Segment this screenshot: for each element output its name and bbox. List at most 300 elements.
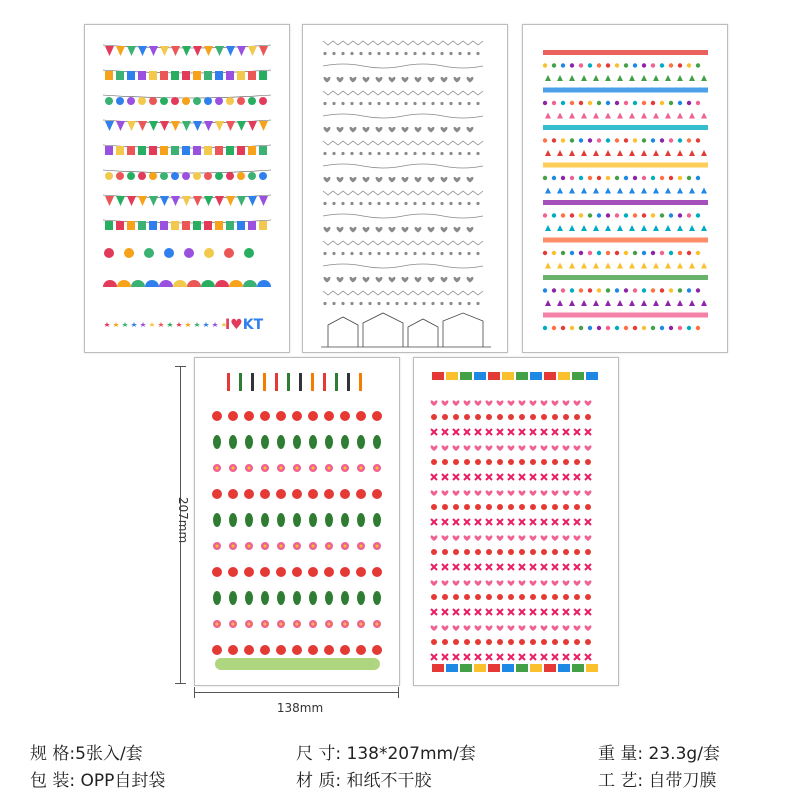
cherry-icon (541, 594, 547, 600)
triangle-border (689, 225, 695, 231)
triangle-border (641, 300, 647, 306)
triangle-border (557, 263, 563, 269)
bunting-flag (182, 172, 190, 180)
dot-border (561, 288, 565, 292)
heart-icon (519, 625, 526, 631)
dot-border (687, 63, 691, 67)
heart-icon (519, 490, 526, 496)
cherry-icon (552, 414, 558, 420)
lace-border (440, 102, 443, 105)
flower-icon (212, 489, 222, 499)
cherry-icon (585, 639, 591, 645)
flower-center (264, 623, 267, 626)
cherry-icon (530, 639, 536, 645)
lace-border (404, 152, 407, 155)
dot-border (606, 288, 610, 292)
heart-icon (442, 625, 449, 631)
heart-icon (441, 177, 448, 183)
lace-border (386, 252, 389, 255)
triangle-border (665, 188, 671, 194)
heart-icon (428, 277, 435, 283)
train-car (432, 664, 444, 672)
dot-border (669, 138, 673, 142)
leaf-icon (357, 435, 365, 449)
lace-border (368, 302, 371, 305)
color-border (543, 125, 708, 130)
star-icon (122, 322, 128, 327)
lace-border (332, 152, 335, 155)
bunting-flag (149, 172, 157, 180)
cross-icon (475, 519, 481, 525)
cherry-icon (563, 639, 569, 645)
dot-border (561, 63, 565, 67)
flower-icon (340, 567, 350, 577)
lace-border (458, 252, 461, 255)
cross-icon (574, 564, 580, 570)
triangle-border (569, 263, 575, 269)
bunting-flag (193, 146, 201, 155)
cross-icon (486, 609, 492, 615)
bunting-flag (105, 121, 114, 131)
lace-border (440, 202, 443, 205)
triangle-border (701, 225, 707, 231)
lace-border (332, 52, 335, 55)
dot-border (606, 326, 610, 330)
heart-icon (453, 400, 460, 406)
lace-border (395, 102, 398, 105)
cross-icon (530, 519, 536, 525)
lace-border (350, 202, 353, 205)
cross-icon (475, 609, 481, 615)
triangle-border (545, 263, 551, 269)
triangle-border (593, 300, 599, 306)
doodle-icon (144, 248, 154, 258)
triangle-border (581, 75, 587, 81)
hanging-ribbon (347, 373, 350, 391)
flower-center (344, 467, 347, 470)
train-car (586, 664, 598, 672)
doodle-icon (124, 248, 134, 258)
heart-icon (497, 535, 504, 541)
heart-icon (541, 400, 548, 406)
bunting-flag (171, 146, 179, 155)
heart-icon (519, 445, 526, 451)
leaf-icon (309, 591, 317, 605)
bunting-flag (215, 196, 224, 206)
cherry-icon (464, 639, 470, 645)
train-car (460, 664, 472, 672)
flower-center (216, 545, 219, 548)
cherry-icon (475, 639, 481, 645)
flower-icon (340, 489, 350, 499)
lace-border (377, 202, 380, 205)
lace-border (449, 152, 452, 155)
heart-icon (541, 490, 548, 496)
cross-icon (574, 474, 580, 480)
lace-border (431, 302, 434, 305)
scallop-border (103, 280, 117, 287)
leaf-icon (245, 513, 253, 527)
triangle-border (653, 300, 659, 306)
lace-border (350, 102, 353, 105)
dot-border (678, 288, 682, 292)
heart-icon (486, 445, 493, 451)
flower-icon (356, 489, 366, 499)
flower-icon (356, 645, 366, 655)
cross-icon (552, 654, 558, 660)
bunting-illustration (85, 25, 289, 352)
heart-icon (541, 625, 548, 631)
triangle-border (581, 113, 587, 119)
star-icon (167, 322, 173, 327)
flower-icon (228, 645, 238, 655)
heart-icon: ♥ (230, 317, 243, 333)
heart-icon (574, 490, 581, 496)
leaf-icon (293, 513, 301, 527)
heart-icon (337, 77, 344, 83)
bunting-flag (138, 146, 146, 155)
heart-icon (519, 535, 526, 541)
cross-icon (431, 564, 437, 570)
lace-border (386, 202, 389, 205)
dot-border (696, 251, 700, 255)
dot-border (696, 176, 700, 180)
lace-border (422, 302, 425, 305)
triangle-border (689, 188, 695, 194)
cross-icon (552, 429, 558, 435)
bunting-flag (149, 97, 157, 105)
heart-icon (497, 625, 504, 631)
cherry-icon (442, 594, 448, 600)
dot-border (624, 326, 628, 330)
lace-border (431, 52, 434, 55)
cherry-icon (453, 549, 459, 555)
heart-icon (442, 535, 449, 541)
triangle-border (677, 188, 683, 194)
cross-icon (574, 519, 580, 525)
cross-icon (563, 609, 569, 615)
bunting-flag (160, 221, 168, 230)
lace-border (323, 41, 483, 45)
cherry-icon (530, 504, 536, 510)
leaf-icon (277, 513, 285, 527)
lace-border (386, 52, 389, 55)
cherry-icon (453, 414, 459, 420)
flower-center (312, 623, 315, 626)
spec-packaging (30, 766, 165, 791)
heart-icon (486, 400, 493, 406)
heart-icon (350, 77, 357, 83)
bunting-flag (204, 146, 212, 155)
color-border (543, 238, 708, 243)
leaf-icon (213, 591, 221, 605)
bunting-flag (193, 46, 202, 56)
dot-border (570, 288, 574, 292)
bunting-flag (127, 146, 135, 155)
heart-icon (497, 445, 504, 451)
bunting-flag (204, 121, 213, 131)
flower-center (376, 467, 379, 470)
heart-icon (428, 127, 435, 133)
triangle-border (701, 188, 707, 194)
lace-border (368, 202, 371, 205)
heart-icon (431, 580, 438, 586)
lace-border (323, 191, 483, 195)
cherry-icon (508, 639, 514, 645)
dot-border (606, 251, 610, 255)
flower-icon (244, 567, 254, 577)
bunting-flag (160, 196, 169, 206)
cherry-icon (541, 549, 547, 555)
triangle-border (653, 150, 659, 156)
train-car (586, 372, 598, 380)
heart-icon (464, 445, 471, 451)
dot-border (543, 251, 547, 255)
cherry-icon (486, 594, 492, 600)
heart-icon (508, 535, 515, 541)
cross-icon (464, 654, 470, 660)
heart-icon (350, 227, 357, 233)
cherry-icon (508, 459, 514, 465)
flower-icon (260, 489, 270, 499)
train-car (446, 664, 458, 672)
sticker-sheet-cute-patterns (413, 357, 619, 686)
spec-dimensions-label: 尺 寸: (296, 744, 342, 764)
heart-icon (337, 277, 344, 283)
triangle-border (617, 150, 623, 156)
triangle-border (605, 300, 611, 306)
bunting-flag (215, 121, 224, 131)
width-dimension-cap-left (194, 687, 195, 698)
cherry-icon (453, 459, 459, 465)
leaf-icon (277, 591, 285, 605)
cherry-icon (530, 549, 536, 555)
heart-icon (467, 77, 474, 83)
cross-icon (453, 474, 459, 480)
bunting-flag (116, 221, 124, 230)
heart-icon (574, 400, 581, 406)
dot-border (651, 326, 655, 330)
heart-icon (464, 625, 471, 631)
dot-border (678, 326, 682, 330)
leaf-icon (277, 435, 285, 449)
triangle-border (665, 225, 671, 231)
flower-icon (292, 567, 302, 577)
star-icon (131, 322, 137, 327)
heart-icon (585, 625, 592, 631)
heart-icon (389, 277, 396, 283)
heart-icon (541, 535, 548, 541)
flower-center (232, 623, 235, 626)
leaf-icon (261, 513, 269, 527)
heart-icon (464, 400, 471, 406)
flower-center (280, 623, 283, 626)
triangle-border (677, 150, 683, 156)
flower-icon (324, 489, 334, 499)
heart-icon (464, 580, 471, 586)
bunting-flag (105, 71, 113, 80)
lace-border (368, 152, 371, 155)
leaf-icon (309, 513, 317, 527)
dot-border (642, 176, 646, 180)
bunting-flag (149, 121, 158, 131)
width-dimension-label: 138mm (276, 701, 324, 715)
triangle-border (605, 263, 611, 269)
flower-icon (356, 567, 366, 577)
triangle-border (641, 150, 647, 156)
flower-center (296, 623, 299, 626)
cherry-icon (541, 414, 547, 420)
heart-icon (475, 580, 482, 586)
bunting-flag (105, 221, 113, 230)
bunting-flag (215, 221, 223, 230)
cross-icon (541, 609, 547, 615)
dot-border (696, 213, 700, 217)
bunting-flag (138, 172, 146, 180)
cherry-icon (431, 459, 437, 465)
flower-icon (292, 489, 302, 499)
cross-icon (530, 609, 536, 615)
hanging-ribbon (299, 373, 302, 391)
cherry-icon (486, 639, 492, 645)
lace-border (467, 102, 470, 105)
spec-size-set-label: 规 格: (30, 744, 76, 764)
bunting-flag (116, 196, 125, 206)
heart-icon (415, 127, 422, 133)
cross-icon (585, 654, 591, 660)
dot-border (678, 251, 682, 255)
lace-border (368, 102, 371, 105)
heart-icon (402, 127, 409, 133)
triangle-border (605, 188, 611, 194)
lace-border (332, 102, 335, 105)
triangle-border (581, 263, 587, 269)
spec-craft-label: 工 艺: (598, 771, 644, 791)
flower-center (328, 545, 331, 548)
dot-border (597, 63, 601, 67)
bunting-flag (248, 46, 257, 56)
triangle-border (569, 113, 575, 119)
heart-icon (428, 177, 435, 183)
heart-icon (508, 490, 515, 496)
dot-border (624, 138, 628, 142)
heart-icon (324, 127, 331, 133)
cherry-icon (497, 549, 503, 555)
heart-icon (574, 445, 581, 451)
cross-icon (442, 519, 448, 525)
dot-border (633, 176, 637, 180)
cross-icon (541, 474, 547, 480)
lace-border (359, 302, 362, 305)
lace-border (467, 52, 470, 55)
scallop-border (131, 280, 145, 287)
dot-border (687, 101, 691, 105)
cherry-icon (585, 549, 591, 555)
sticker-sheet-bunting (84, 24, 290, 353)
train-car (488, 372, 500, 380)
lace-border (341, 202, 344, 205)
lace-border (368, 252, 371, 255)
dot-border (588, 213, 592, 217)
train-car (544, 372, 556, 380)
heart-icon (486, 535, 493, 541)
dot-border (579, 176, 583, 180)
flower-center (248, 467, 251, 470)
triangle-border (701, 263, 707, 269)
dot-border (669, 326, 673, 330)
dot-border (660, 63, 664, 67)
badge-letter-i: I (225, 317, 231, 333)
heart-icon (428, 227, 435, 233)
train-car (488, 664, 500, 672)
triangle-border (689, 75, 695, 81)
dot-border (579, 326, 583, 330)
cherry-icon (530, 459, 536, 465)
flower-icon (212, 411, 222, 421)
cherry-icon (530, 594, 536, 600)
flower-center (280, 545, 283, 548)
heart-icon (541, 445, 548, 451)
triangle-border (665, 263, 671, 269)
dot-border (570, 251, 574, 255)
bunting-flag (182, 146, 190, 155)
cross-icon (585, 429, 591, 435)
lace-border (341, 102, 344, 105)
dot-border (624, 63, 628, 67)
cherry-icon (453, 504, 459, 510)
bunting-flag (160, 121, 169, 131)
floral-illustration (195, 358, 399, 685)
bunting-flag (116, 46, 125, 56)
triangle-border (545, 188, 551, 194)
heart-icon (363, 277, 370, 283)
triangle-border (581, 188, 587, 194)
cross-icon (442, 654, 448, 660)
train-car (572, 372, 584, 380)
triangle-border (569, 188, 575, 194)
flower-icon (212, 645, 222, 655)
lace-border (359, 252, 362, 255)
lace-border (458, 202, 461, 205)
lace-border (431, 202, 434, 205)
cross-icon (574, 654, 580, 660)
flower-center (312, 467, 315, 470)
bunting-flag (138, 71, 146, 80)
cherry-icon (497, 639, 503, 645)
cherry-icon (563, 549, 569, 555)
leaf-icon (357, 513, 365, 527)
heart-icon (530, 445, 537, 451)
heart-icon (519, 580, 526, 586)
triangle-border (641, 188, 647, 194)
flower-center (232, 545, 235, 548)
cherry-icon (585, 414, 591, 420)
cross-icon (508, 519, 514, 525)
heart-icon (363, 177, 370, 183)
bunting-flag (105, 97, 113, 105)
bunting-flag (149, 221, 157, 230)
cherry-icon (552, 504, 558, 510)
height-dimension-cap-top (175, 366, 186, 367)
bunting-flag (127, 46, 136, 56)
dot-border (588, 138, 592, 142)
heart-icon (508, 625, 515, 631)
hanging-ribbon (275, 373, 278, 391)
lace-border (368, 52, 371, 55)
dot-border (543, 138, 547, 142)
leaf-icon (229, 513, 237, 527)
cherry-icon (497, 504, 503, 510)
